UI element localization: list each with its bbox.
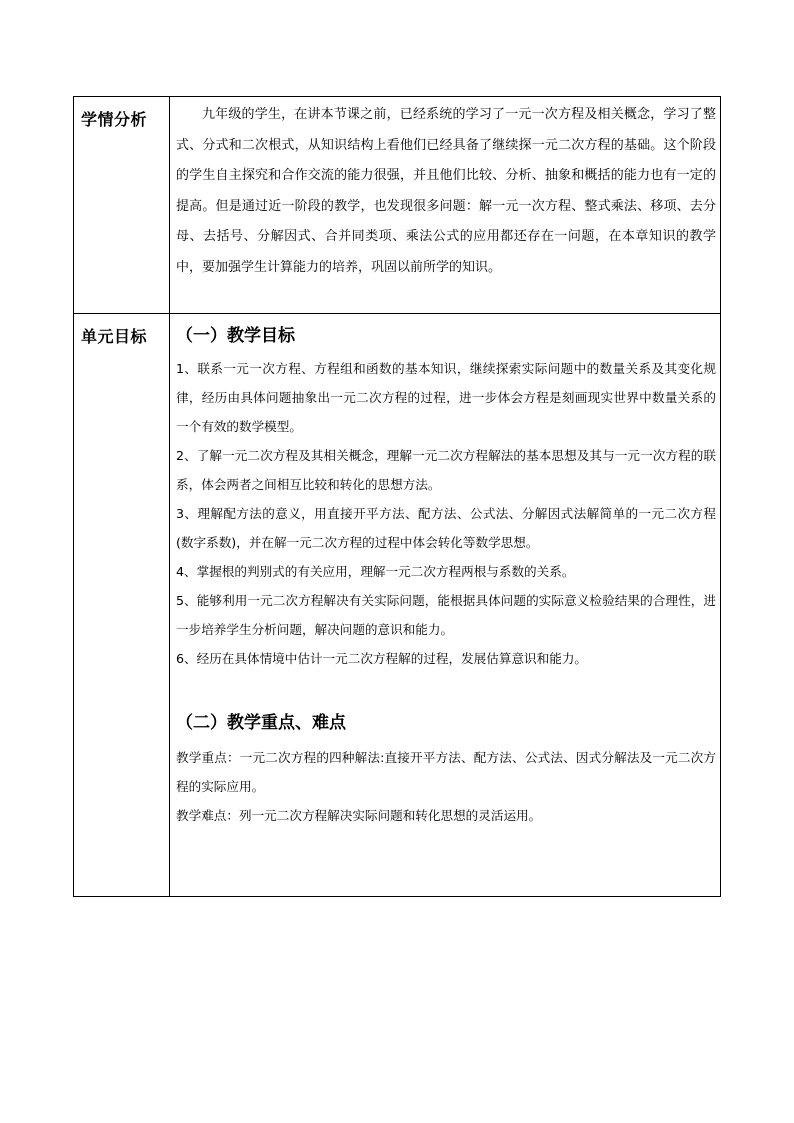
goals-row	[74, 314, 721, 897]
goal-item-3: 3、理解配方法的意义，用直接开平方法、配方法、公式法、分解因式法解简单的一元二次方程(数字系数)，并在解一元二次方程的过程中体会转化等数学思想。	[176, 506, 716, 550]
teaching-goals-heading: （一）教学目标	[176, 326, 295, 346]
goal-item-4: 4、掌握根的判别式的有关应用，理解一元二次方程两根与系数的关系。	[176, 564, 575, 579]
key-difficult-heading: （二）教学重点、难点	[176, 713, 346, 733]
analysis-label: 学情分析	[81, 110, 148, 129]
goals-label: 单元目标	[81, 327, 148, 346]
goal-item-6: 6、经历在具体情境中估计一元二次方程解的过程，发展估算意识和能力。	[176, 651, 588, 666]
goals-content-cell	[170, 314, 721, 897]
analysis-row	[74, 97, 721, 314]
lesson-plan-table	[73, 96, 721, 897]
goal-item-5: 5、能够利用一元二次方程解决有关实际问题，能根据具体问题的实际意义检验结果的合理性，进一步培养学生分析问题，解决问题的意识和能力。	[176, 593, 716, 637]
goal-item-1: 1、联系一元一次方程、方程组和函数的基本知识，继续探索实际问题中的数量关系及其变化规律，经历由具体问题抽象出一元二次方程的过程，进一步体会方程是刻画现实世界中数量关系的一个有效的数学模型。	[176, 361, 716, 434]
goals-label-cell	[74, 314, 170, 897]
analysis-content-cell	[170, 97, 721, 314]
goal-list	[170, 348, 720, 673]
key-point-text: 教学重点：一元二次方程的四种解法:直接开平方法、配方法、公式法、因式分解法及一元二次方程的实际应用。	[176, 750, 716, 794]
analysis-label-cell	[74, 97, 170, 314]
difficulty-text: 教学难点：列一元二次方程解决实际问题和转化思想的灵活运用。	[176, 808, 542, 823]
goal-item-2: 2、了解一元二次方程及其相关概念，理解一元二次方程解法的基本思想及其与一元一次方程的联系，体会两者之间相互比较和转化的思想方法。	[176, 448, 716, 492]
analysis-text: 九年级的学生，在讲本节课之前，已经系统的学习了一元一次方程及相关概念，学习了整式、分式和二次根式，从知识结构上看他们已经具备了继续探一元二次方程的基础。这个阶段的学生自主探究和合作交流的能力很强，并且他们比较、分析、抽象和概括的能力也有一定的提高。但是通过近一阶段的教学，也发现很多问题：解一元一次方程、整式乘法、移项、去分母、去括号、分解因式、合并同类项、乘法公式的应用都还存在一问题，在本章知识的教学中，要加强学生计算能力的培养，巩固以前所学的知识。	[176, 107, 716, 275]
